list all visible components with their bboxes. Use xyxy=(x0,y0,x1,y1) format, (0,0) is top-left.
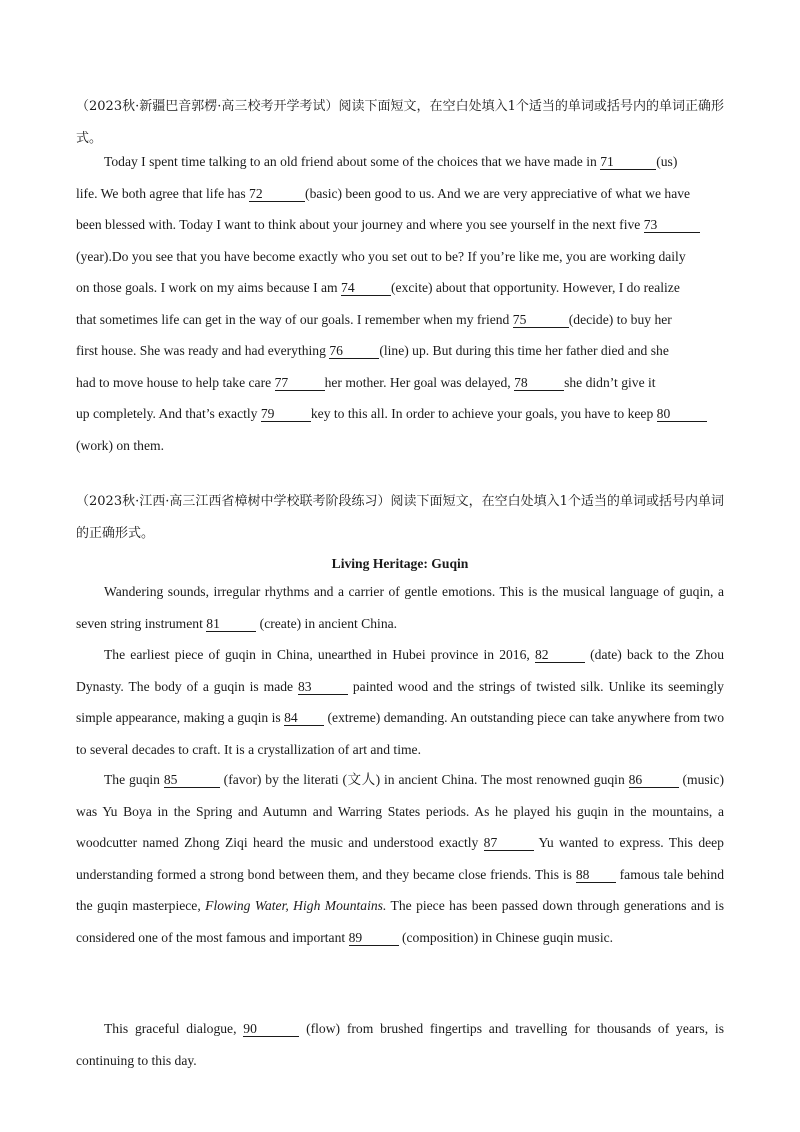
passage-line xyxy=(76,241,724,273)
passage-text: Yu wanted to express. This deep understanding formed a strong bond between them, and they became close friends. This is xyxy=(76,835,724,882)
passage-text: first house. She was ready and had everything xyxy=(76,343,330,358)
section1-passage xyxy=(76,146,724,461)
answer-blank-77[interactable]: 77 xyxy=(275,375,325,391)
passage-text: famous tale behind the guqin masterpiece, xyxy=(76,866,724,913)
answer-blank-85[interactable]: 85 xyxy=(164,772,220,788)
answer-blank-89[interactable]: 89 xyxy=(349,930,399,946)
passage-text: her mother. Her goal was delayed, xyxy=(324,374,515,390)
answer-blank-78[interactable]: 78 xyxy=(514,375,564,391)
passage-text: (extreme) demanding. An outstanding piece can take anywhere from two to several decades to craft. It is a crystallization of art and time. xyxy=(76,710,724,757)
passage-text: (create) in ancient China. xyxy=(256,615,398,631)
passage-text: (us) xyxy=(656,154,678,169)
passage-line xyxy=(76,146,724,178)
answer-blank-76[interactable]: 76 xyxy=(329,343,379,359)
passage-text: life. We both agree that life has xyxy=(76,185,250,201)
passage-text: that sometimes life can get in the way of our goals. I remember when my friend xyxy=(76,311,513,327)
passage-text: The piece has been passed down through generations and is considered one of the most famous and important xyxy=(76,898,724,945)
passage-line xyxy=(76,209,724,241)
paragraph-4 xyxy=(76,1013,724,1076)
section2-source: （2023秋·江西·高三江西省樟树中学校联考阶段练习）阅读下面短文，在空白处填入1个适当的单词或括号内单词的正确形式。 xyxy=(76,494,724,541)
answer-blank-79[interactable]: 79 xyxy=(261,406,311,422)
passage-text: (music) was Yu Boya in the Spring and Autumn and Warring States periods. As he played his guqin in the mountains, a woodcutter named Zhong Ziqi heard the music and understood exactly xyxy=(76,772,724,850)
passage-text: (flow) from brushed fingertips and travelling for thousands of years, is continuing to this day. xyxy=(76,1021,724,1068)
passage-text: (line) up. But during this time her father died and she xyxy=(379,343,669,358)
passage-text: The earliest piece of guqin in China, unearthed in Hubei province in 2016, xyxy=(104,647,535,662)
passage-text: Wandering sounds, irregular rhythms and a carrier of gentle emotions. This is the musical language of guqin, a seven string instrument xyxy=(76,584,724,631)
answer-blank-83[interactable]: 83 xyxy=(298,679,348,695)
passage-line xyxy=(76,430,724,462)
answer-blank-84[interactable]: 84 xyxy=(284,710,324,726)
answer-blank-73[interactable]: 73 xyxy=(644,217,700,233)
answer-blank-81[interactable]: 81 xyxy=(206,616,256,632)
answer-blank-71[interactable]: 71 xyxy=(600,154,656,170)
answer-blank-72[interactable]: 72 xyxy=(249,186,305,202)
passage-text: painted wood and the strings of twisted silk. Unlike its seemingly simple appearance, making a guqin is xyxy=(76,678,724,725)
passage-text: (year).Do you see that you have become exactly who you set out to be? If you’re like me, you are working daily xyxy=(76,248,686,264)
paragraph-2 xyxy=(76,639,724,765)
passage-line xyxy=(76,367,724,399)
paragraph-1 xyxy=(76,576,724,639)
passage-text: The guqin xyxy=(104,772,164,787)
passage-text: (basic) been good to us. And we are very appreciative of what we have xyxy=(305,185,691,201)
passage-text: (decide) to buy her xyxy=(568,311,672,327)
answer-blank-90[interactable]: 90 xyxy=(243,1021,299,1037)
passage-text: (excite) about that opportunity. However, I do realize xyxy=(391,280,680,295)
passage-text: key to this all. In order to achieve your goals, you have to keep xyxy=(310,406,657,421)
masterpiece-title: Flowing Water, High Mountains. xyxy=(205,898,387,913)
passage-text: Today I spent time talking to an old friend about some of the choices that we have made in xyxy=(104,154,601,169)
passage-text: (favor) by the literati (文人) in ancient China. The most renowned guqin xyxy=(219,772,629,787)
passage-text: had to move house to help take care xyxy=(76,374,275,390)
passage-text: (work) on them. xyxy=(76,437,164,453)
answer-blank-82[interactable]: 82 xyxy=(535,647,585,663)
passage-line xyxy=(76,398,724,430)
passage-line xyxy=(76,335,724,367)
passage-text: on those goals. I work on my aims because I am xyxy=(76,280,342,295)
passage-text: up completely. And that’s exactly xyxy=(76,406,261,421)
passage-line xyxy=(76,272,724,304)
answer-blank-80[interactable]: 80 xyxy=(657,406,707,422)
passage-line xyxy=(76,178,724,210)
answer-blank-74[interactable]: 74 xyxy=(341,280,391,296)
passage-title: Living Heritage: Guqin xyxy=(331,556,469,571)
passage-text: This graceful dialogue, xyxy=(104,1021,244,1036)
answer-blank-88[interactable]: 88 xyxy=(576,867,616,883)
passage-text: (date) back to the Zhou Dynasty. The body of a guqin is made xyxy=(76,647,724,694)
passage-line xyxy=(76,304,724,336)
answer-blank-75[interactable]: 75 xyxy=(513,312,569,328)
section1-source: （2023秋·新疆巴音郭楞·高三校考开学考试）阅读下面短文，在空白处填入1个适当的单词或括号内的单词正确形式。 xyxy=(76,99,724,146)
paragraph-3 xyxy=(76,764,724,953)
answer-blank-87[interactable]: 87 xyxy=(484,835,534,851)
passage-text: she didn’t give it xyxy=(564,374,656,390)
passage-text: been blessed with. Today I want to think about your journey and where you see yourself in the next five xyxy=(76,217,644,232)
passage-text: (composition) in Chinese guqin music. xyxy=(398,929,614,945)
answer-blank-86[interactable]: 86 xyxy=(629,772,679,788)
